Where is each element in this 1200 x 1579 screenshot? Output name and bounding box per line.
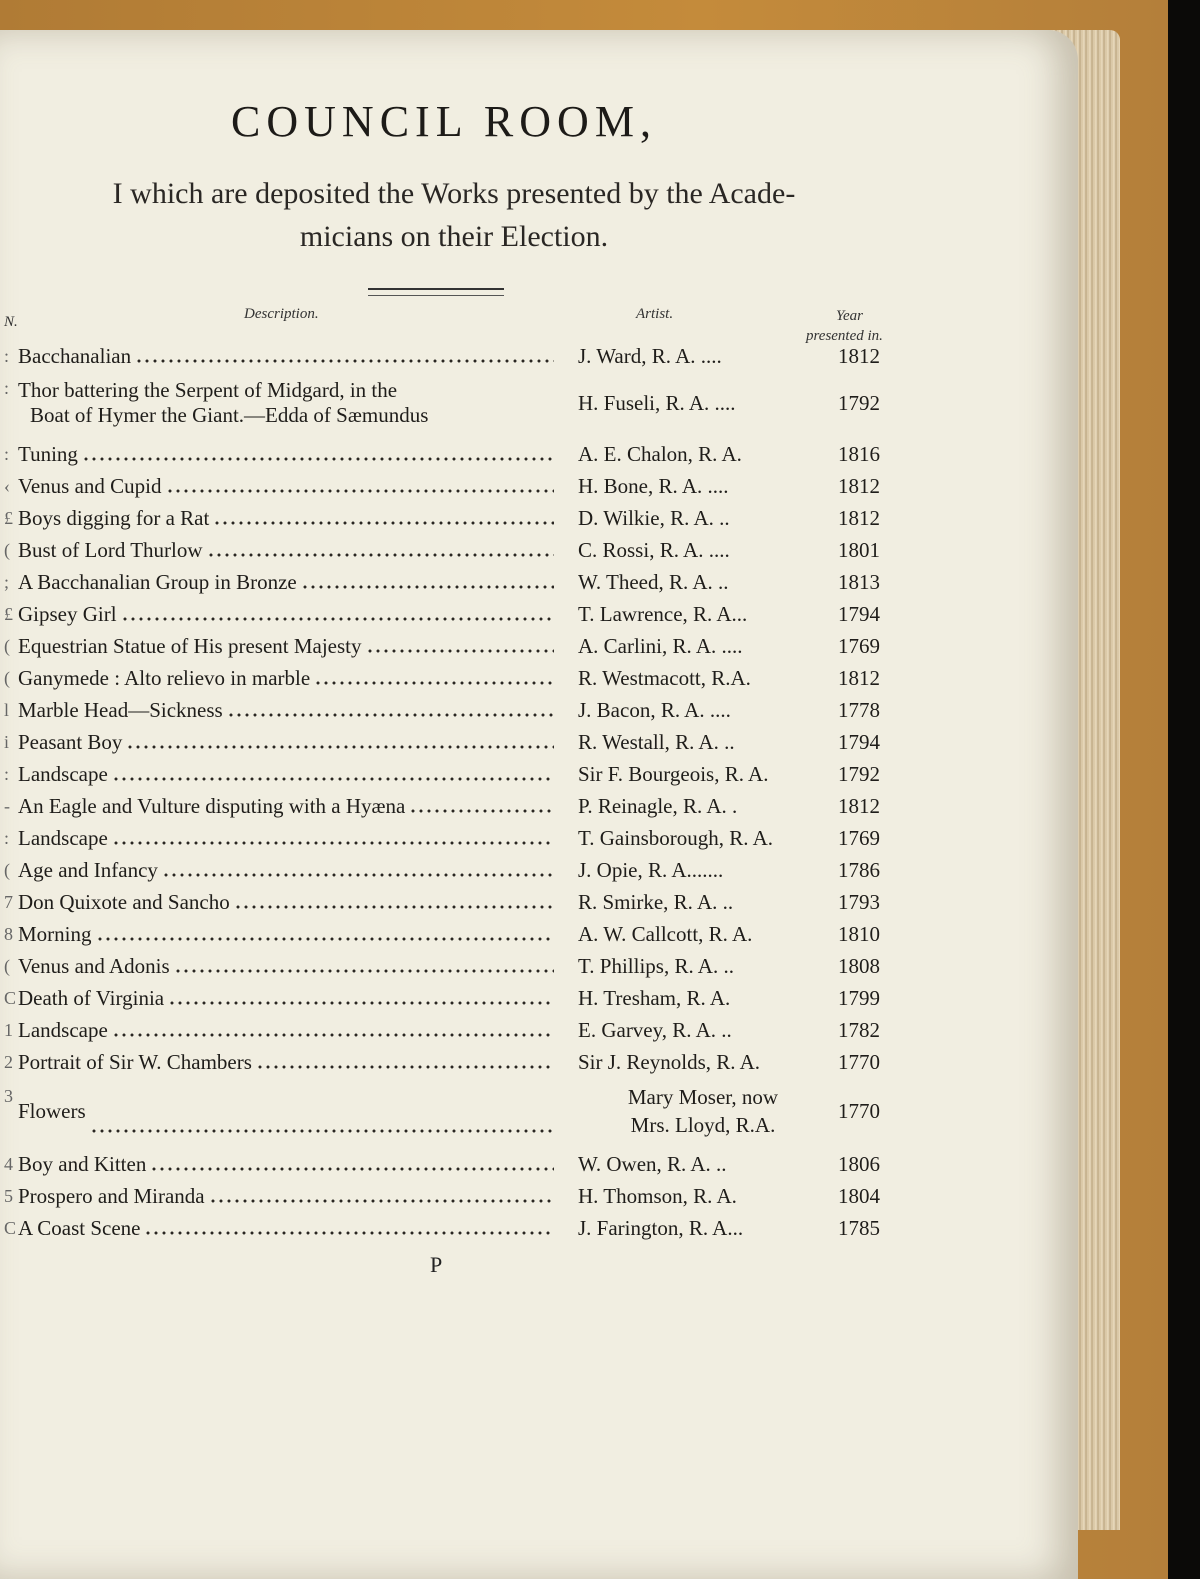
item-artist: T. Gainsborough, R. A. xyxy=(578,825,774,850)
item-description: Tuning xyxy=(18,441,78,466)
item-year: 1799 xyxy=(838,985,880,1010)
title-rule xyxy=(368,288,504,296)
item-artist: J. Ward, R. A. .... xyxy=(578,343,722,368)
column-header-year: Year xyxy=(836,308,863,324)
page-title: COUNCIL ROOM, xyxy=(231,97,657,146)
item-number: 3 xyxy=(4,1086,13,1106)
item-number: 4 xyxy=(4,1154,13,1174)
item-artist: H. Tresham, R. A. xyxy=(578,985,731,1010)
item-year: 1812 xyxy=(838,793,880,818)
item-number: C xyxy=(4,988,16,1008)
item-year: 1769 xyxy=(838,825,880,850)
item-number: : xyxy=(4,444,10,464)
item-artist: A. Carlini, R. A. .... xyxy=(578,633,743,658)
item-artist: Sir J. Reynolds, R. A. xyxy=(578,1049,761,1074)
leader-dots xyxy=(213,518,554,527)
list-item xyxy=(0,886,1000,918)
item-number: 1 xyxy=(4,1020,13,1040)
item-year: 1792 xyxy=(838,390,880,415)
item-description: Bust of Lord Thurlow xyxy=(18,537,203,562)
leader-dots xyxy=(234,902,554,911)
list-item xyxy=(0,1212,1000,1244)
list-item xyxy=(0,340,1000,372)
item-artist: T. Lawrence, R. A... xyxy=(578,601,748,626)
list-item xyxy=(0,1046,1000,1078)
leader-dots xyxy=(82,454,554,463)
item-year: 1808 xyxy=(838,953,880,978)
item-description: Morning xyxy=(18,921,92,946)
item-year: 1794 xyxy=(838,601,880,626)
item-number: l xyxy=(4,700,10,720)
signature-mark: P xyxy=(430,1252,443,1277)
item-description: Venus and Adonis xyxy=(18,953,170,978)
item-year: 1794 xyxy=(838,729,880,754)
item-artist: W. Owen, R. A. .. xyxy=(578,1151,727,1176)
list-item xyxy=(0,470,1000,502)
item-year: 1804 xyxy=(838,1183,880,1208)
item-year: 1812 xyxy=(838,473,880,498)
item-artist xyxy=(578,1080,828,1142)
item-year: 1806 xyxy=(838,1151,880,1176)
leader-dots xyxy=(112,774,554,783)
item-number: ( xyxy=(4,668,10,688)
item-artist: P. Reinagle, R. A. . xyxy=(578,793,738,818)
item-number: - xyxy=(4,796,10,816)
item-year: 1801 xyxy=(838,537,880,562)
list-item xyxy=(0,438,1000,470)
page-subtitle xyxy=(4,172,904,258)
item-artist: J. Opie, R. A....... xyxy=(578,857,724,882)
item-description: Prospero and Miranda xyxy=(18,1183,205,1208)
leader-dots xyxy=(301,582,554,591)
leader-dots xyxy=(366,646,554,655)
list-item xyxy=(0,758,1000,790)
list-item xyxy=(0,918,1000,950)
item-description-continued: Boat of Hymer the Giant.—Edda of Sæmundus xyxy=(30,403,429,427)
item-number: ‹ xyxy=(4,476,10,496)
leader-dots xyxy=(409,806,554,815)
list-item xyxy=(0,1014,1000,1046)
item-description: Peasant Boy xyxy=(18,729,123,754)
leader-dots xyxy=(112,1030,554,1039)
item-description: Boy and Kitten xyxy=(18,1151,147,1176)
item-description: Landscape xyxy=(18,825,108,850)
leader-dots xyxy=(166,486,555,495)
list-item xyxy=(0,726,1000,758)
leader-dots xyxy=(209,1196,554,1205)
item-artist: Sir F. Bourgeois, R. A. xyxy=(578,761,769,786)
list-item xyxy=(0,1148,1000,1180)
item-artist: W. Theed, R. A. .. xyxy=(578,569,729,594)
item-description: Boys digging for a Rat xyxy=(18,505,210,530)
item-description: Landscape xyxy=(18,1017,108,1042)
subtitle-line-2: micians on their Election. xyxy=(299,220,609,253)
item-number: 2 xyxy=(4,1052,13,1072)
leader-dots xyxy=(256,1062,554,1071)
leader-dots xyxy=(144,1228,554,1237)
item-year: 1812 xyxy=(838,343,880,368)
item-description: Venus and Cupid xyxy=(18,473,162,498)
item-description: A Coast Scene xyxy=(18,1215,141,1240)
item-description: Portrait of Sir W. Chambers xyxy=(18,1049,252,1074)
list-item xyxy=(0,822,1000,854)
leader-dots xyxy=(96,934,555,943)
list-item xyxy=(0,790,1000,822)
list-item xyxy=(0,1080,1000,1142)
item-year: 1793 xyxy=(838,889,880,914)
list-item xyxy=(0,534,1000,566)
list-item xyxy=(0,630,1000,662)
item-number: : xyxy=(4,346,10,366)
item-description: Marble Head—Sickness xyxy=(18,697,223,722)
item-description: An Eagle and Vulture disputing with a Hyæna xyxy=(18,793,406,818)
item-number: 5 xyxy=(4,1186,13,1206)
item-number: : xyxy=(4,378,10,398)
item-description: Don Quixote and Sancho xyxy=(18,889,230,914)
item-artist: H. Bone, R. A. .... xyxy=(578,473,729,498)
list-item xyxy=(0,372,1000,434)
item-number: ( xyxy=(4,956,10,976)
leader-dots xyxy=(168,998,554,1007)
item-year: 1769 xyxy=(838,633,880,658)
item-artist: H. Thomson, R. A. xyxy=(578,1183,737,1208)
list-item xyxy=(0,982,1000,1014)
item-artist: R. Smirke, R. A. .. xyxy=(578,889,734,914)
list-item xyxy=(0,662,1000,694)
item-year: 1816 xyxy=(838,441,880,466)
item-year: 1770 xyxy=(838,1098,880,1123)
leader-dots xyxy=(90,1126,554,1135)
leader-dots xyxy=(121,614,554,623)
item-artist: H. Fuseli, R. A. .... xyxy=(578,390,736,415)
item-number: C xyxy=(4,1218,16,1238)
list-item xyxy=(0,854,1000,886)
leader-dots xyxy=(314,678,554,687)
item-description: Ganymede : Alto relievo in marble xyxy=(18,665,311,690)
column-header-number: N. xyxy=(4,314,18,330)
list-item xyxy=(0,950,1000,982)
item-description: Landscape xyxy=(18,761,108,786)
item-artist: R. Westmacott, R.A. xyxy=(578,665,751,690)
item-number: ( xyxy=(4,636,10,656)
item-year: 1770 xyxy=(838,1049,880,1074)
item-artist: E. Garvey, R. A. .. xyxy=(578,1017,732,1042)
list-item xyxy=(0,502,1000,534)
item-description: Bacchanalian xyxy=(18,343,132,368)
item-artist-line-2: Mrs. Lloyd, R.A. xyxy=(630,1113,776,1137)
item-artist: C. Rossi, R. A. .... xyxy=(578,537,730,562)
item-artist: D. Wilkie, R. A. .. xyxy=(578,505,730,530)
item-description: Flowers xyxy=(18,1098,86,1123)
list-item xyxy=(0,566,1000,598)
item-number: ; xyxy=(4,572,10,592)
leader-dots xyxy=(126,742,554,751)
item-year: 1812 xyxy=(838,665,880,690)
leader-dots xyxy=(112,838,554,847)
leader-dots xyxy=(207,550,554,559)
item-artist: J. Bacon, R. A. .... xyxy=(578,697,731,722)
leader-dots xyxy=(150,1164,554,1173)
item-description: Death of Virginia xyxy=(18,985,165,1010)
item-artist: A. W. Callcott, R. A. xyxy=(578,921,753,946)
item-year: 1785 xyxy=(838,1215,880,1240)
item-artist: T. Phillips, R. A. .. xyxy=(578,953,734,978)
item-year: 1812 xyxy=(838,505,880,530)
leader-dots xyxy=(135,356,554,365)
item-artist: R. Westall, R. A. .. xyxy=(578,729,735,754)
leader-dots xyxy=(162,870,554,879)
item-description: Age and Infancy xyxy=(18,857,158,882)
item-year: 1786 xyxy=(838,857,880,882)
item-number: i xyxy=(4,732,10,752)
item-description: Equestrian Statue of His present Majesty xyxy=(18,633,362,658)
item-description: Thor battering the Serpent of Midgard, in the xyxy=(18,378,398,402)
leader-dots xyxy=(227,710,554,719)
item-year: 1782 xyxy=(838,1017,880,1042)
item-year: 1813 xyxy=(838,569,880,594)
item-number: 7 xyxy=(4,892,13,912)
item-description: A Bacchanalian Group in Bronze xyxy=(18,569,297,594)
item-number: £ xyxy=(4,604,13,624)
item-artist: J. Farington, R. A... xyxy=(578,1215,744,1240)
item-year: 1810 xyxy=(838,921,880,946)
item-number: 8 xyxy=(4,924,13,944)
column-header-year-sub: presented in. xyxy=(806,328,883,344)
list-item xyxy=(0,1180,1000,1212)
item-description: Gipsey Girl xyxy=(18,601,117,626)
item-number: : xyxy=(4,764,10,784)
column-header-description: Description. xyxy=(244,306,319,322)
item-artist: A. E. Chalon, R. A. xyxy=(578,441,742,466)
item-year: 1792 xyxy=(838,761,880,786)
leader-dots xyxy=(174,966,554,975)
item-year: 1778 xyxy=(838,697,880,722)
column-header-artist: Artist. xyxy=(636,306,674,322)
item-number: £ xyxy=(4,508,13,528)
item-number: : xyxy=(4,828,10,848)
list-item xyxy=(0,598,1000,630)
subtitle-line-1: I which are deposited the Works presented by the Acade- xyxy=(112,177,796,210)
list-item xyxy=(0,694,1000,726)
item-artist-line-1: Mary Moser, now xyxy=(627,1085,779,1109)
item-number: ( xyxy=(4,540,10,560)
item-number: ( xyxy=(4,860,10,880)
